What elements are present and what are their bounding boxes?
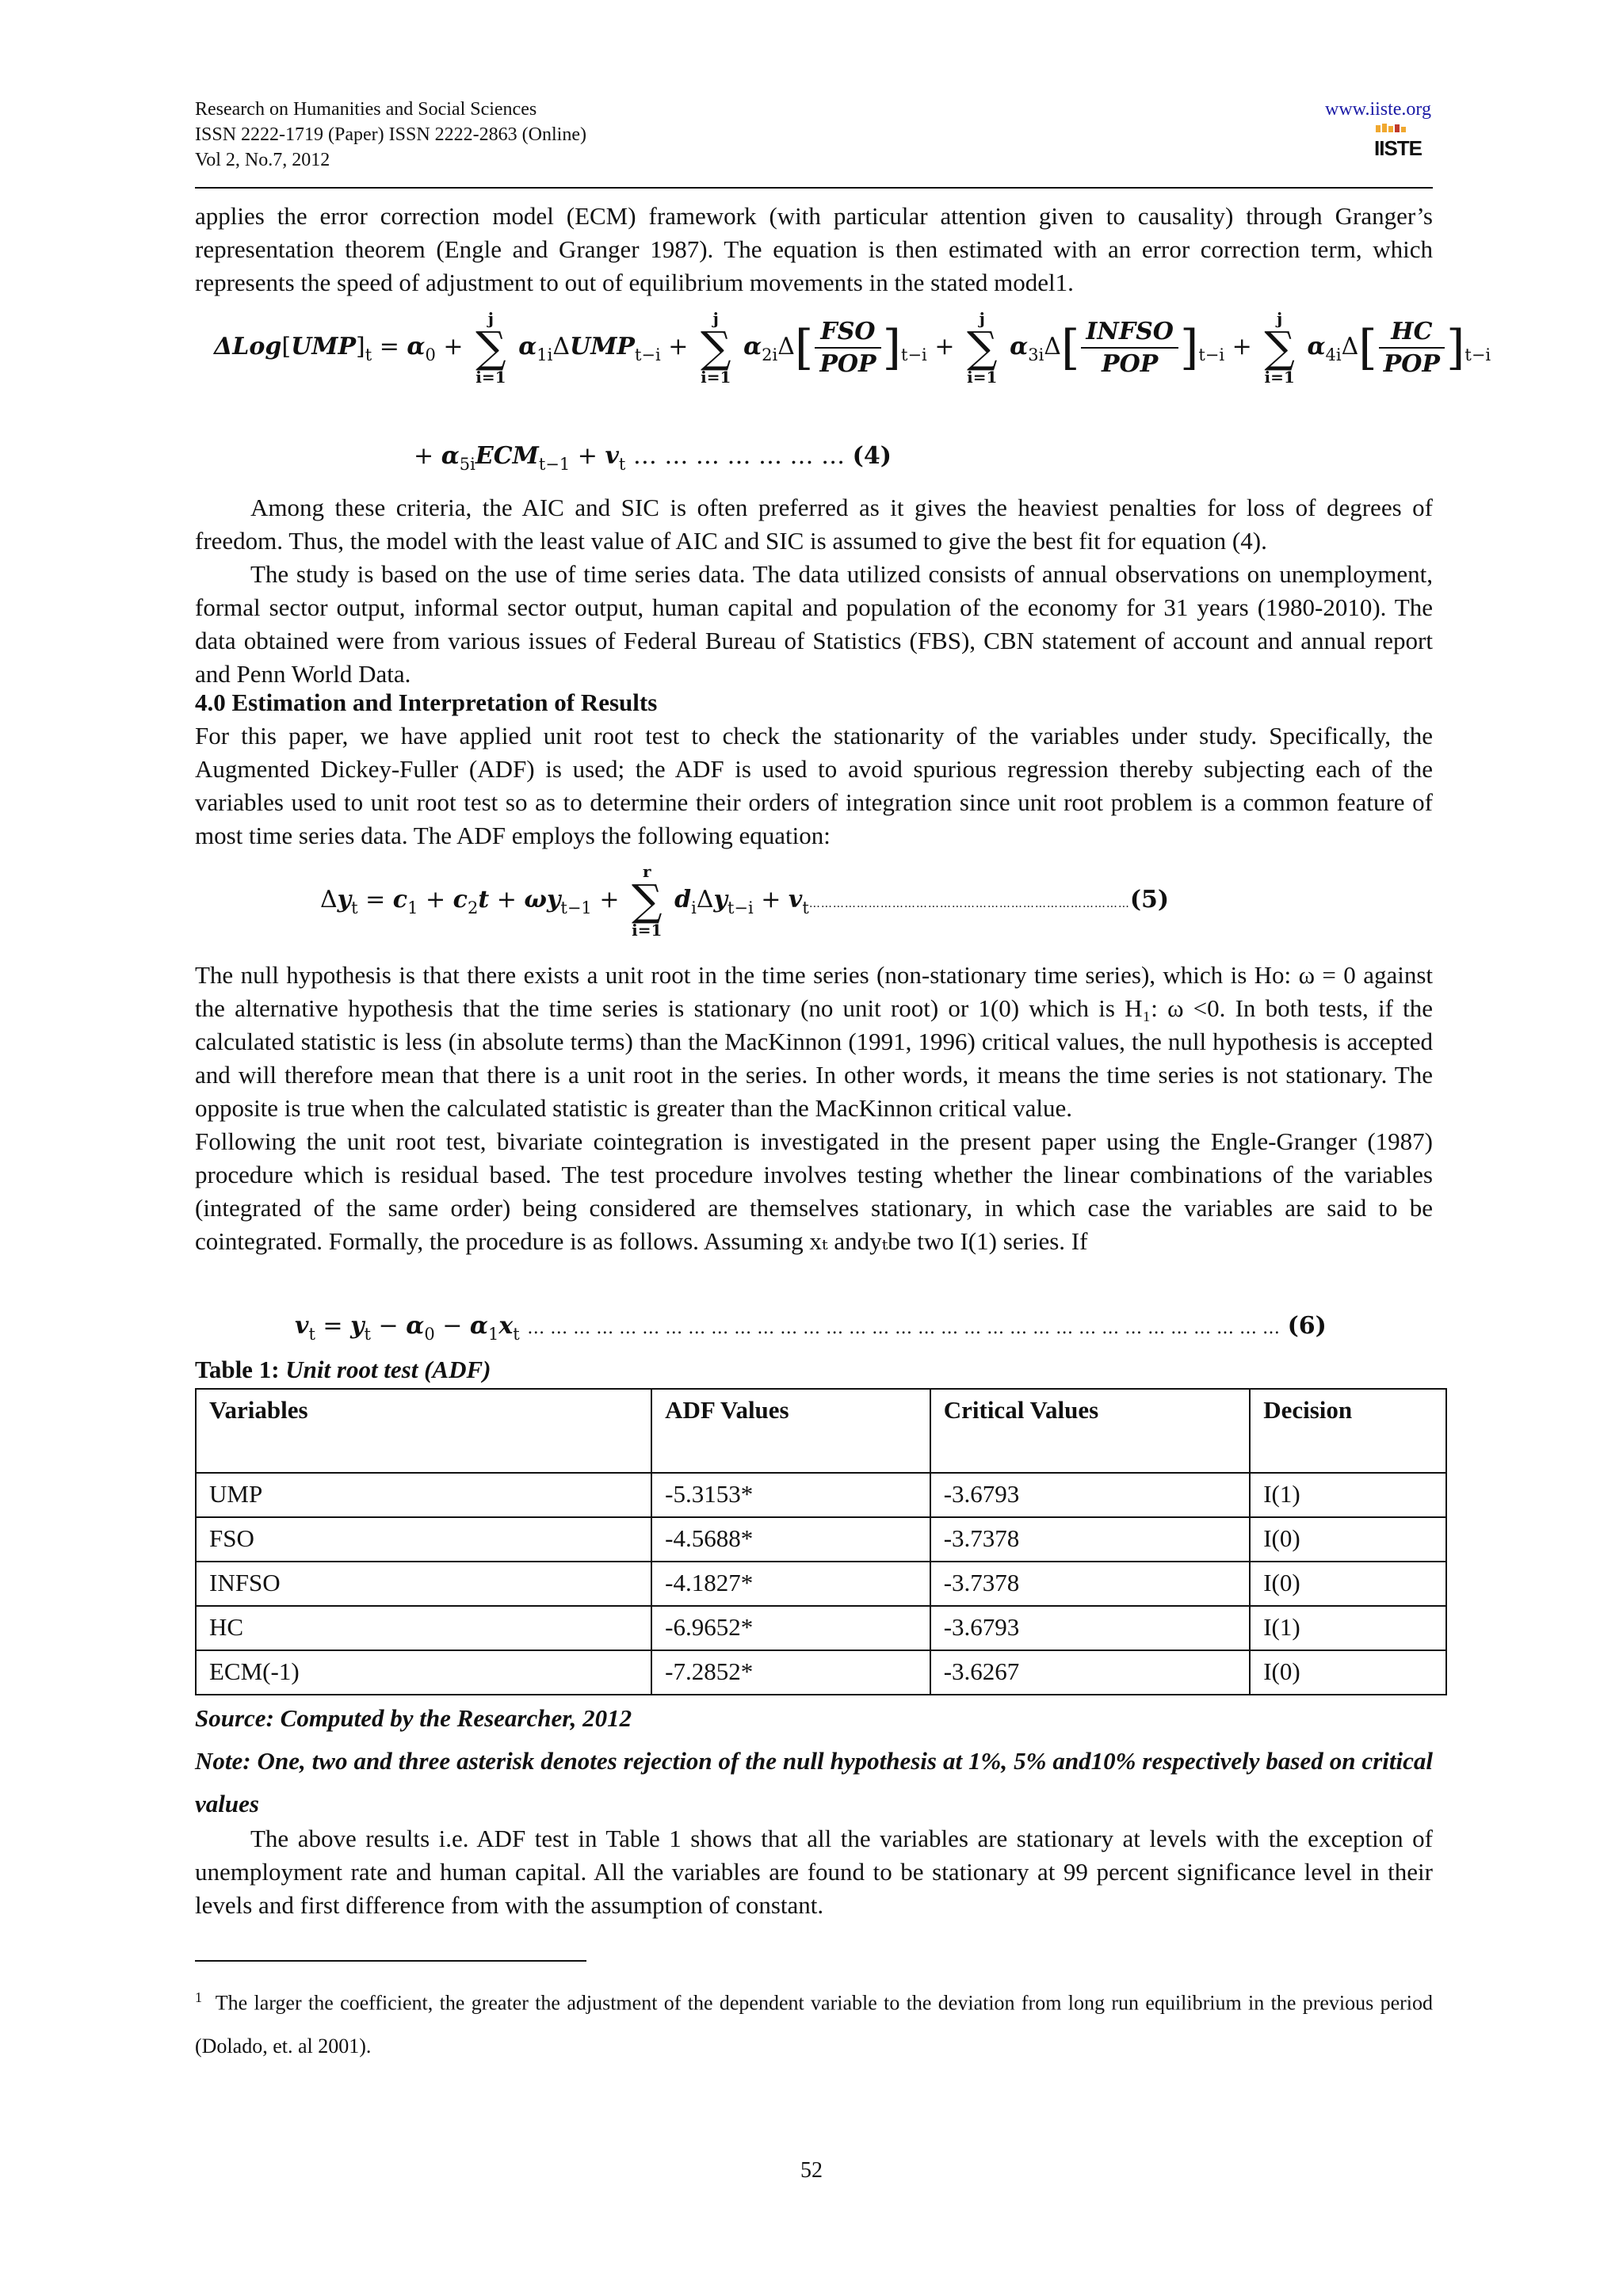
table-cell: FSO — [196, 1517, 651, 1562]
column-header: Variables — [196, 1389, 651, 1473]
journal-header — [195, 97, 586, 173]
paragraph-ecm: applies the error correction model (ECM) framework (with particular attention given to causality) through Granger’s representation theorem (Engle and Granger 1987). The equation is then estimated with an error correction term, which represents the speed of adjustment to out of equilibrium movements in the stated model1. — [195, 202, 1433, 296]
table-note: Note: One, two and three asterisk denotes rejection of the null hypothesis at 1%, 5% and10% respectively based on critical values — [195, 1747, 1433, 1817]
equation-4-line1: $\Delta Log[UMP]_t = \alpha_0$ + j ∑ i=1 $\alpha_{1i}\Delta UMP_{t-i}$ + j ∑ i=1 $\alpha_{2i}\Delta$[ $\frac{\text{FSO}}{\text{POP}}$ ]$_{t-i}$ + j ∑ i=1 $\alpha_{3i}\Delta$[ $\frac{\text{INFSO}}{\text{POP}}$ ]$_{t-i}$ + j ∑ i=1 $\alpha_{4i}\Delta$[ $\frac{HC}{\text{POP}}$ ]$_{t-i}$ — [214, 309, 1491, 387]
table-cell: I(1) — [1250, 1473, 1446, 1517]
table-cell: I(0) — [1250, 1650, 1446, 1695]
table-row — [196, 1650, 1446, 1695]
header-rule — [195, 187, 1433, 189]
table-row — [196, 1562, 1446, 1606]
section-heading: 4.0 Estimation and Interpretation of Results — [195, 688, 658, 716]
table-header-row — [196, 1389, 1446, 1473]
iiste-logo — [1373, 124, 1431, 162]
table-cell: -4.5688* — [651, 1517, 930, 1562]
table-cell: -3.7378 — [930, 1517, 1250, 1562]
page-number: 52 — [800, 2158, 823, 2183]
equation-6: $v_t = y_t - \alpha_0 - \alpha_1x_t$ … … … … … … … … … … … … … … … … … … … … … … … … … … … … … … … … … (6) — [295, 1312, 1327, 1344]
column-header: ADF Values — [651, 1389, 930, 1473]
journal-volume: Vol 2, No.7, 2012 — [195, 150, 330, 170]
table-cell: -7.2852* — [651, 1650, 930, 1695]
column-header: Critical Values — [930, 1389, 1250, 1473]
table-cell: I(0) — [1250, 1562, 1446, 1606]
paragraph-data: The study is based on the use of time series data. The data utilized consists of annual observations on unemployment, formal sector output, informal sector output, human capital and population of the economy for 31 years (1980-2010). The data obtained were from various issues of Federal Bureau of Statistics (FBS), CBN statement of account and annual report and Penn World Data. — [195, 560, 1433, 688]
footnote-text: The larger the coefficient, the greater the adjustment of the dependent variable to the deviation from long run equilibrium in the previous period (Dolado, et. al 2001). — [195, 1991, 1434, 2058]
footnote — [195, 1976, 1433, 2068]
table-cell: -3.6793 — [930, 1606, 1250, 1650]
table-cell: -3.6267 — [930, 1650, 1250, 1695]
equation-4-line2: + $\alpha_{5i}ECM_{t-1} + v_t$ … … … … … … … (4) — [414, 442, 892, 474]
table-row — [196, 1606, 1446, 1650]
website-link[interactable]: www.iiste.org — [1325, 99, 1431, 120]
table-cell: -6.9652* — [651, 1606, 930, 1650]
paragraph-criteria: Among these criteria, the AIC and SIC is often preferred as it gives the heaviest penalties for loss of degrees of freedom. Thus, the model with the least value of AIC and SIC is assumed to give the best fit for equation (4). The study is based on the use of time series data. The data utilized consists of annual observations on unemployment, formal sector output, informal sector output, human capital and population of the economy for 31 years (1980-2010). The data obtained were from various issues of Federal Bureau of Statistics (FBS), CBN statement of account and annual report and Penn World Data. — [195, 491, 1433, 691]
table-cell: -3.6793 — [930, 1473, 1250, 1517]
table-cell: -4.1827* — [651, 1562, 930, 1606]
table-cell: I(0) — [1250, 1517, 1446, 1562]
paragraph-hypothesis: The null hypothesis is that there exists a unit root in the time series (non-stationary time series), which is Ho: ω = 0 against the alternative hypothesis that the time series is stationary (no unit root) or 1(0) which is H₁: ω <0. In both tests, if the calculated statistic is less (in absolute terms) than the MacKinnon (1991, 1996) critical values, the null hypothesis is accepted and will therefore mean that there is a unit root in the series. In other words, it means the time series is not stationary. The opposite is true when the calculated statistic is greater than the MacKinnon critical value. Following the unit root test, bivariate cointegration is investigated in the present paper using the Engle-Granger (1987) procedure which is residual based. The test procedure involves testing whether the linear combinations of the variables (integrated of the same order) being considered are themselves stationary, in which case the variables are said to be cointegrated. Formally, the procedure is as follows. Assuming xₜ andyₜbe two I(1) series. If — [195, 959, 1433, 1258]
table-row — [196, 1517, 1446, 1562]
table-cell: -5.3153* — [651, 1473, 930, 1517]
paragraph-results: The above results i.e. ADF test in Table 1 shows that all the variables are stationary at levels with the exception of unemployment rate and human capital. All the variables are found to be stationary at 99 percent significance level in their levels and first difference from with the assumption of constant. — [195, 1825, 1433, 1919]
table-cell: HC — [196, 1606, 651, 1650]
footnote-rule — [195, 1960, 586, 1962]
footnote-marker: 1 — [195, 1989, 202, 2005]
table-cell: I(1) — [1250, 1606, 1446, 1650]
column-header: Decision — [1250, 1389, 1446, 1473]
journal-issn: ISSN 2222-1719 (Paper) ISSN 2222-2863 (Online) — [195, 124, 586, 145]
table-cell: -3.7378 — [930, 1562, 1250, 1606]
publisher-header — [1325, 97, 1431, 162]
table-source: Source: Computed by the Researcher, 2012 — [195, 1704, 632, 1732]
journal-title: Research on Humanities and Social Sciences — [195, 99, 537, 120]
equation-5: $\Delta y_t = c_1 + c_2t + \omega y_{t-1}$ + r ∑ i=1 $d_i\Delta y_{t-i}$ + $v_t\dots\dots\dots\dots\dots\dots\dots\dots\dots\dots\dots\dots\dots\dots\dots\dots\dots\dots\dots\dots\dots\dots\dots\dots\dots\dots\dots(5)$ — [320, 862, 1170, 940]
table-cell: INFSO — [196, 1562, 651, 1606]
table-caption: Table 1: Unit root test (ADF) — [195, 1356, 491, 1383]
table-row — [196, 1473, 1446, 1517]
paragraph-adf: For this paper, we have applied unit root test to check the stationarity of the variables under study. Specifically, the Augmented Dickey-Fuller (ADF) is used; the ADF is used to avoid spurious regression thereby subjecting each of the variables used to unit root test so as to determine their orders of integration since unit root problem is a common feature of most time series data. The ADF employs the following equation: — [195, 722, 1433, 849]
table-cell: UMP — [196, 1473, 651, 1517]
table-cell: ECM(-1) — [196, 1650, 651, 1695]
svg-text:IISTE: IISTE — [1374, 136, 1423, 158]
unit-root-table — [195, 1388, 1447, 1695]
paragraph-cointegration: Following the unit root test, bivariate cointegration is investigated in the present paper using the Engle-Granger (1987) procedure which is residual based. The test procedure involves testing whether the linear combinations of the variables (integrated of the same order) being considered are themselves stationary, in which case the variables are said to be cointegrated. Formally, the procedure is as follows. Assuming xₜ andyₜbe two I(1) series. If — [195, 1127, 1433, 1255]
